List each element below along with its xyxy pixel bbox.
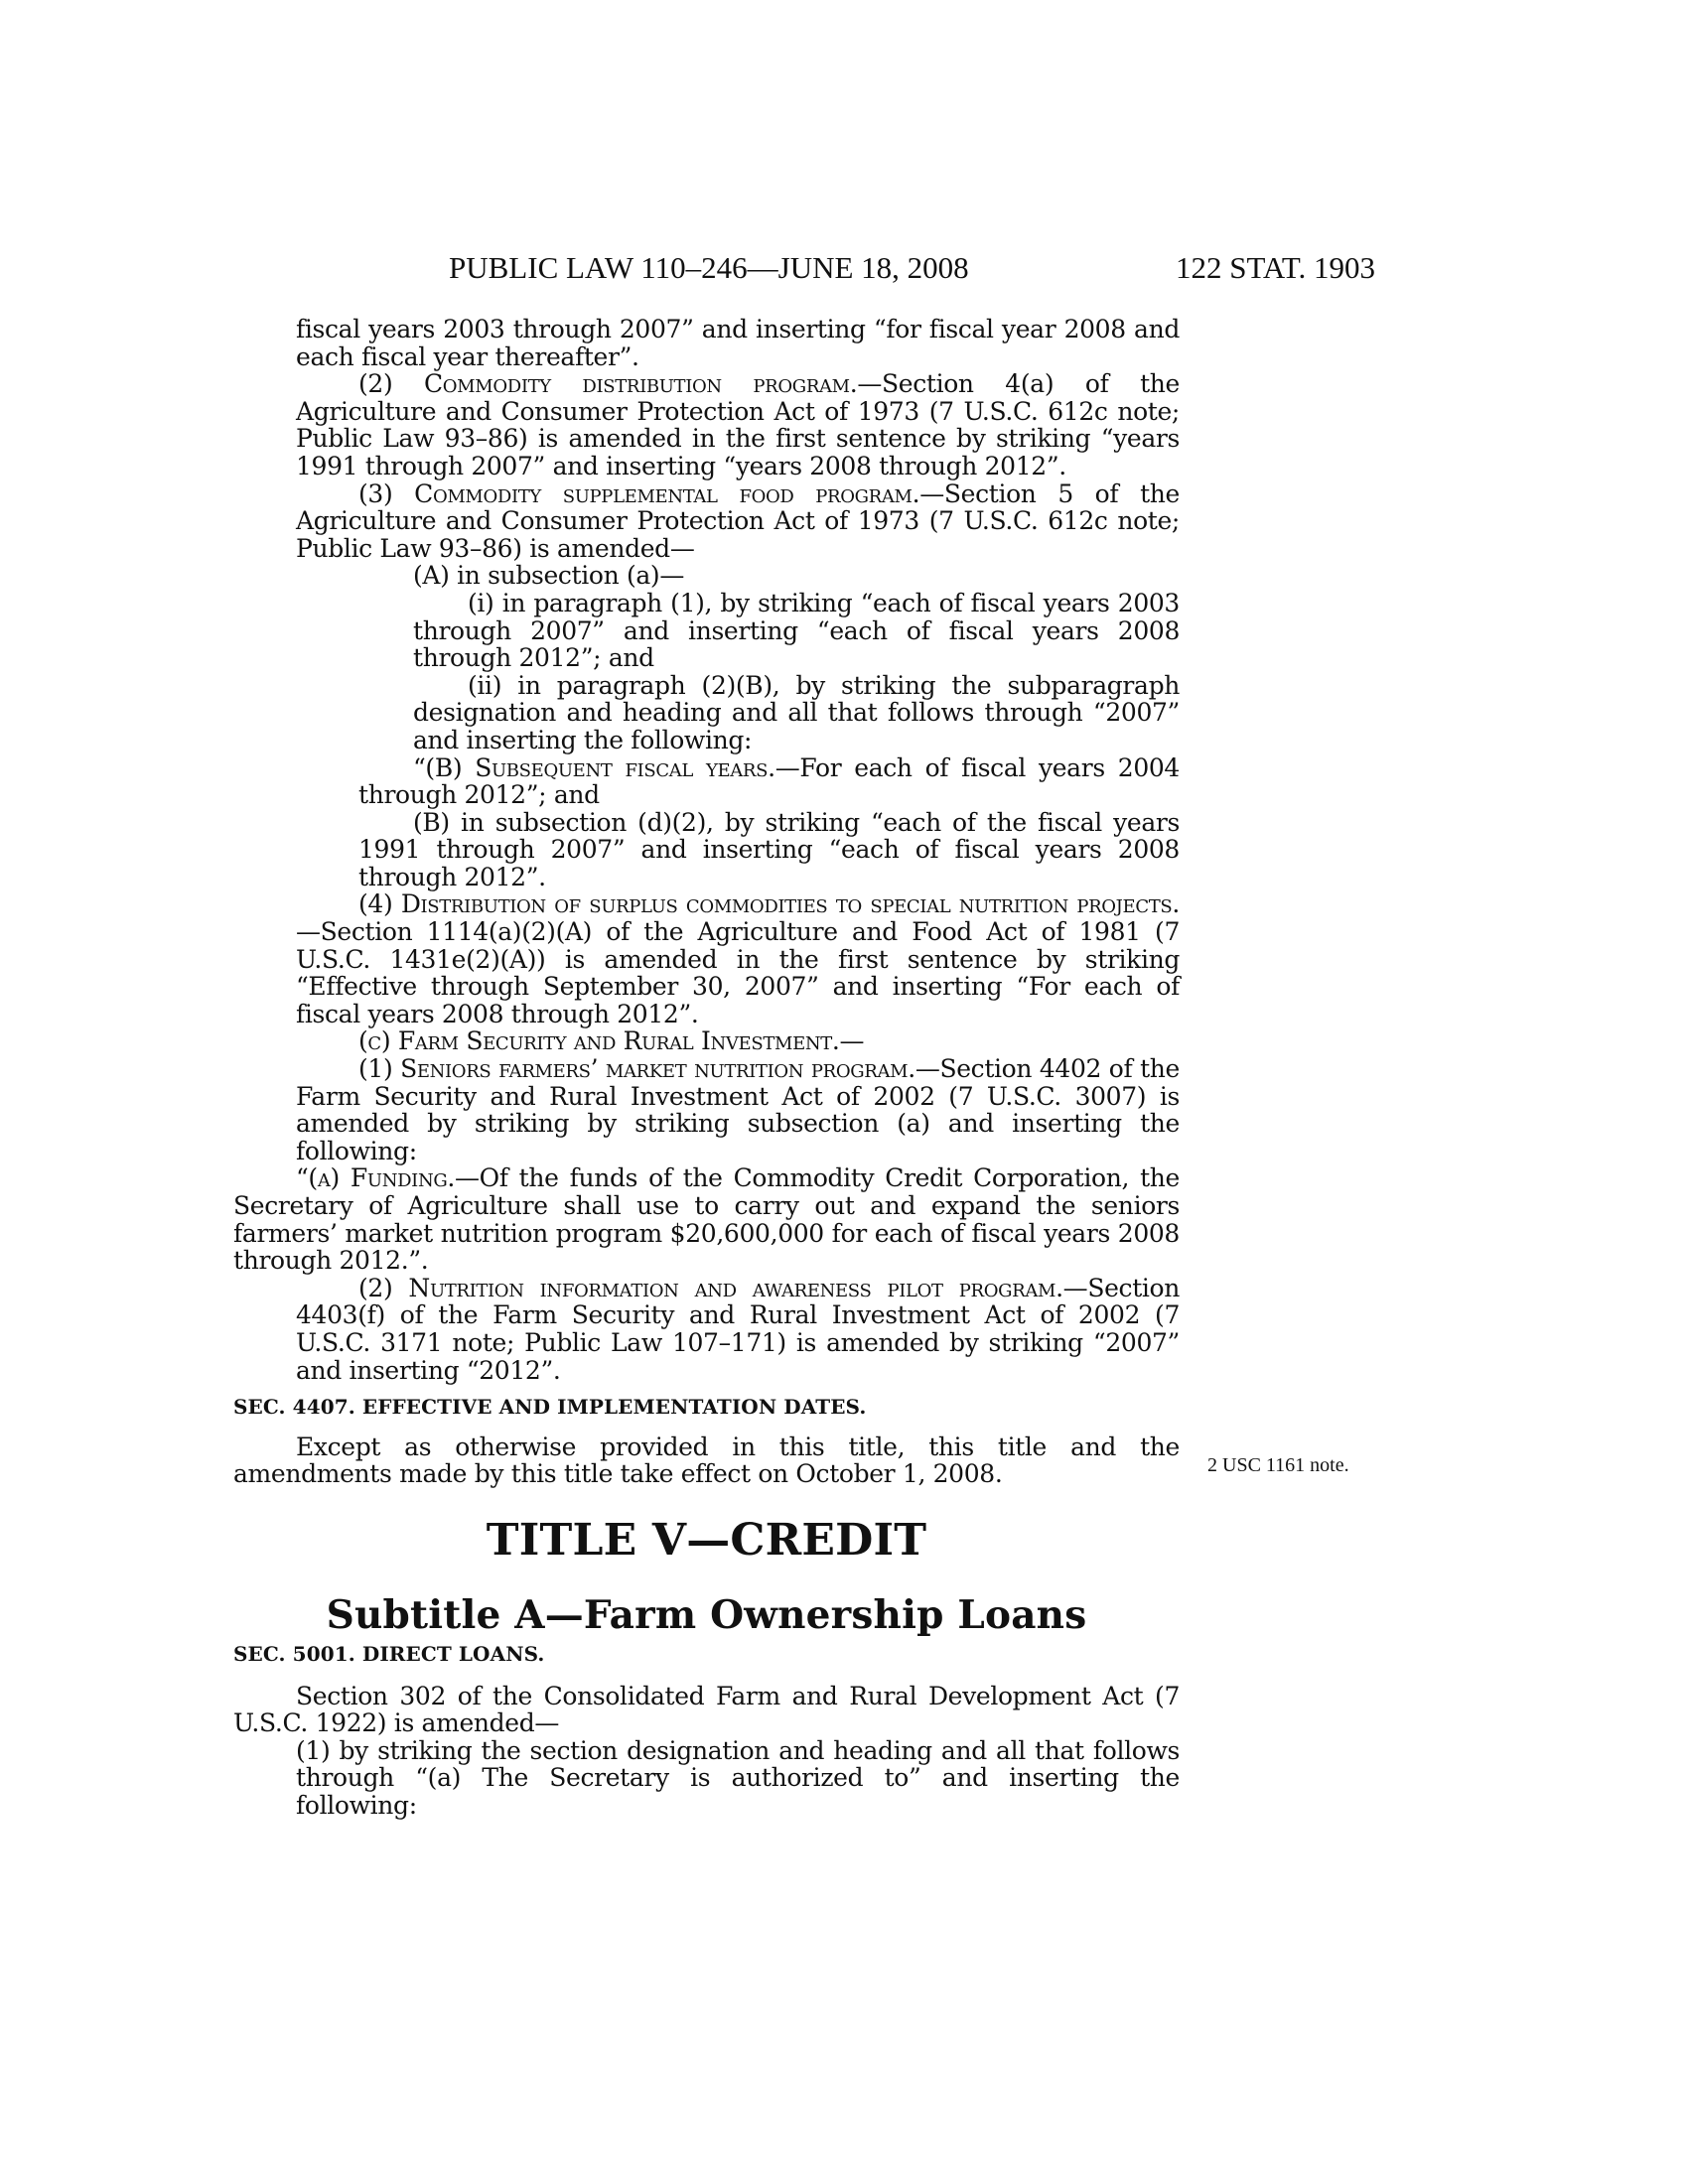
paragraph-commodity-supplemental: (3) Commodity supplemental food program.—Section 5 of the Agriculture and Consumer Protection Act of 1973 (7 U.S.C. 612c note; Public Law 93–86) is amended—: [296, 478, 1180, 563]
paragraph-heading: (4) Distribution of surplus commodities to special nutrition projects.: [358, 889, 1180, 919]
quoted-heading: “(B) Subsequent fiscal years.: [413, 752, 775, 782]
paragraph-surplus-commodities: (4) Distribution of surplus commodities to special nutrition projects.—Section 1114(a)(2)(A) of the Agriculture and Food Act of 1981 (7 U.S.C. 1431e(2)(A)) is amended in the first sentence by striking “Effective through September 30, 2007” and inserting “For each of fiscal years 2008 through 2012”.: [296, 889, 1180, 1028]
running-header: [449, 250, 1375, 290]
document-body: [233, 315, 1180, 1820]
header-page-reference: 122 STAT. 1903: [1175, 250, 1375, 285]
paragraph-heading: (1) Seniors farmers’ market nutrition program.: [358, 1054, 915, 1084]
paragraph-continuation: fiscal years 2003 through 2007” and inserting “for fiscal year 2008 and each fiscal year thereafter”.: [296, 315, 1180, 371]
paragraph-heading: (2) Nutrition information and awareness pilot program.: [358, 1273, 1063, 1302]
clause-ii: (ii) in paragraph (2)(B), by striking the subparagraph designation and heading and all that follows through “2007” and inserting the following:: [413, 670, 1180, 754]
subtitle-heading: Subtitle A—Farm Ownership Loans: [326, 1591, 1087, 1638]
section-5001-paragraph-1: (1) by striking the section designation and heading and all that follows through “(a) The Secretary is authorized to” and inserting the following:: [296, 1735, 1180, 1820]
quoted-subsection-funding: “(a) Funding.—Of the funds of the Commodity Credit Corporation, the Secretary of Agriculture shall use to carry out and expand the seniors farmers’ market nutrition program $20,600,000 for each of fiscal years 2008 through 2012.”.: [233, 1163, 1180, 1276]
subparagraph-a: (A) in subsection (a)—: [413, 561, 684, 591]
section-5001-heading: SEC. 5001. DIRECT LOANS.: [233, 1641, 545, 1666]
section-5001-body: Section 302 of the Consolidated Farm and Rural Development Act (7 U.S.C. 1922) is amended—: [233, 1681, 1180, 1738]
title-heading: TITLE V—CREDIT: [486, 1514, 927, 1566]
subparagraph-b: (B) in subsection (d)(2), by striking “each of the fiscal years 1991 through 2007” and inserting “each of fiscal years 2008 through 2012”.: [358, 807, 1180, 891]
clause-i: (i) in paragraph (1), by striking “each of fiscal years 2003 through 2007” and inserting “each of fiscal years 2008 through 2012”; and: [413, 588, 1180, 673]
paragraph-commodity-distribution: (2) Commodity distribution program.—Section 4(a) of the Agriculture and Consumer Protection Act of 1973 (7 U.S.C. 612c note; Public Law 93–86) is amended in the first sentence by striking “years 1991 through 2007” and inserting “years 2008 through 2012”.: [296, 369, 1180, 480]
quoted-heading: “(a) Funding.: [296, 1163, 455, 1193]
subsection-c-heading: (c) Farm Security and Rural Investment.—: [358, 1026, 865, 1056]
section-4407-heading: SEC. 4407. EFFECTIVE AND IMPLEMENTATION DATES.: [233, 1395, 867, 1420]
header-title: PUBLIC LAW 110–246—JUNE 18, 2008: [449, 250, 969, 285]
paragraph-heading: (2) Commodity distribution program.: [358, 369, 858, 399]
paragraph-nutrition-pilot: (2) Nutrition information and awareness pilot program.—Section 4403(f) of the Farm Security and Rural Investment Act of 2002 (7 U.S.C. 3171 note; Public Law 107–171) is amended by striking “2007” and inserting “2012”.: [296, 1273, 1180, 1385]
quoted-subparagraph-b: “(B) Subsequent fiscal years.—For each of fiscal years 2004 through 2012”; and: [358, 752, 1180, 810]
margin-note: 2 USC 1161 note.: [1207, 1454, 1349, 1476]
paragraph-heading: (3) Commodity supplemental food program.: [358, 478, 920, 508]
section-4407-body: Except as otherwise provided in this title, this title and the amendments made by this title take effect on October 1, 2008.: [233, 1432, 1180, 1489]
paragraph-seniors-farmers-market: (1) Seniors farmers’ market nutrition program.—Section 4402 of the Farm Security and Rural Investment Act of 2002 (7 U.S.C. 3007) is amended by striking by striking subsection (a) and inserting the following:: [296, 1054, 1180, 1165]
